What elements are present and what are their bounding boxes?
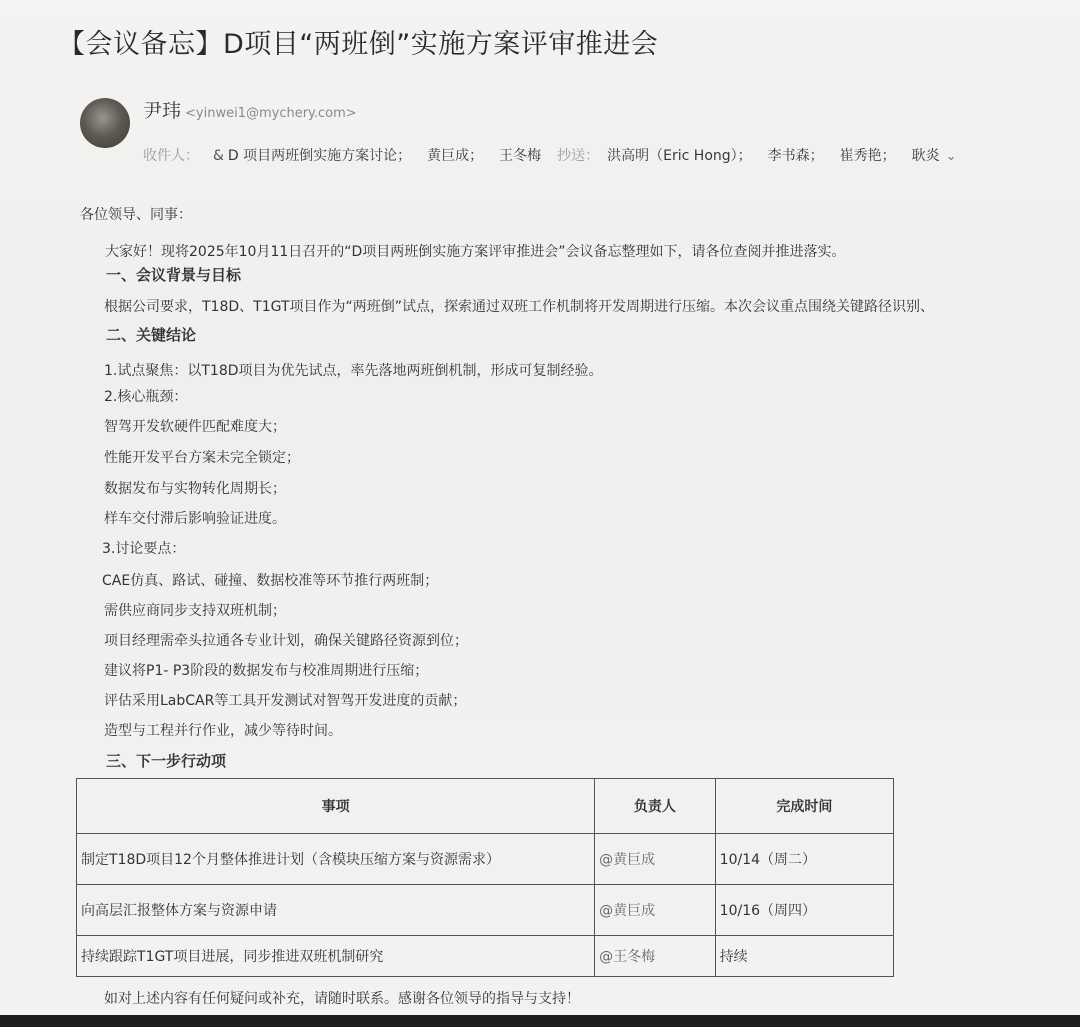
action-item: 持续跟踪T1GT项目进展，同步推进双班机制研究 [77,936,595,977]
bottleneck-3: 数据发布与实物转化周期长； [104,481,286,497]
cc-label: 抄送： [557,148,600,164]
action-deadline: 持续 [715,936,893,977]
cc-cui[interactable]: 崔秀艳； [839,148,896,164]
point-2: 2.核心瓶颈： [104,389,188,405]
action-deadline: 10/16（周四） [715,885,893,936]
group-icon: & [213,148,224,164]
closing-text: 如对上述内容有任何疑问或补充，请随时联系。感谢各位领导的指导与支持！ [104,991,580,1007]
section-2-title: 二、关键结论 [106,326,197,344]
bottleneck-4: 样车交付滞后影响验证进度。 [104,511,286,527]
section-1-text: 根据公司要求，T18D、T1GT项目作为“两班倒”试点，探索通过双班工作机制将开发周期进行压缩。本次会议重点围绕关键路径识别、 [104,299,935,315]
email-subject: 【会议备忘】D项目“两班倒”实施方案评审推进会 [58,29,659,60]
action-owner[interactable]: @王冬梅 [595,936,715,977]
table-row [77,936,894,977]
header-deadline: 完成时间 [715,779,893,834]
action-owner[interactable]: @黄巨成 [595,885,715,936]
table-row [77,885,894,936]
salutation: 各位领导、同事： [80,207,192,223]
cc-li[interactable]: 李书森； [767,148,824,164]
action-owner[interactable]: @黄巨成 [595,834,715,885]
bottleneck-1: 智驾开发软硬件匹配难度大； [104,419,286,435]
cc-geng[interactable]: 耿炎 [911,148,940,164]
header-owner: 负责人 [595,779,715,834]
cc-hong[interactable]: 洪高明（Eric Hong）； [607,148,752,164]
bottleneck-2: 性能开发平台方案未完全锁定； [104,450,300,466]
recipients-line [143,145,957,165]
discussion-4: 建议将P1- P3阶段的数据发布与校准周期进行压缩； [104,663,429,679]
header-item: 事项 [77,779,595,834]
discussion-2: 需供应商同步支持双班机制； [104,603,286,619]
bottom-edge [0,1015,1080,1027]
action-item: 制定T18D项目12个月整体推进计划（含模块压缩方案与资源需求） [77,834,595,885]
sender-email[interactable]: <yinwei1@mychery.com> [185,106,357,121]
action-deadline: 10/14（周二） [715,834,893,885]
discussion-3: 项目经理需牵头拉通各专业计划，确保关键路径资源到位； [104,633,468,649]
discussion-5: 评估采用LabCAR等工具开发测试对智驾开发进度的贡献； [104,693,467,709]
section-1-title: 一、会议背景与目标 [106,266,242,284]
action-item: 向高层汇报整体方案与资源申请 [77,885,595,936]
chevron-down-icon[interactable]: ⌄ [945,149,957,164]
sender-avatar[interactable] [80,98,130,148]
point-3: 3.讨论要点： [102,541,186,557]
sender-line [143,96,357,123]
table-row [77,834,894,885]
discussion-1: CAE仿真、路试、碰撞、数据校准等环节推行两班制； [102,573,439,589]
action-items-table [76,778,894,977]
discussion-6: 造型与工程并行作业，减少等待时间。 [104,723,342,739]
recipient-wang[interactable]: 王冬梅 [499,148,542,164]
intro-text: 大家好！现将2025年10月11日召开的“D项目两班倒实施方案评审推进会”会议备忘整理如下，请各位查阅并推进落实。 [105,244,846,260]
recipient-huang[interactable]: 黄巨成； [427,148,484,164]
sender-name[interactable]: 尹玮 [143,100,182,122]
to-label: 收件人： [143,148,199,164]
section-3-title: 三、下一步行动项 [106,752,227,770]
point-1: 1.试点聚焦：以T18D项目为优先试点，率先落地两班倒机制，形成可复制经验。 [104,363,603,379]
table-header-row [77,779,894,834]
recipient-group[interactable]: D 项目两班倒实施方案讨论； [227,148,412,164]
